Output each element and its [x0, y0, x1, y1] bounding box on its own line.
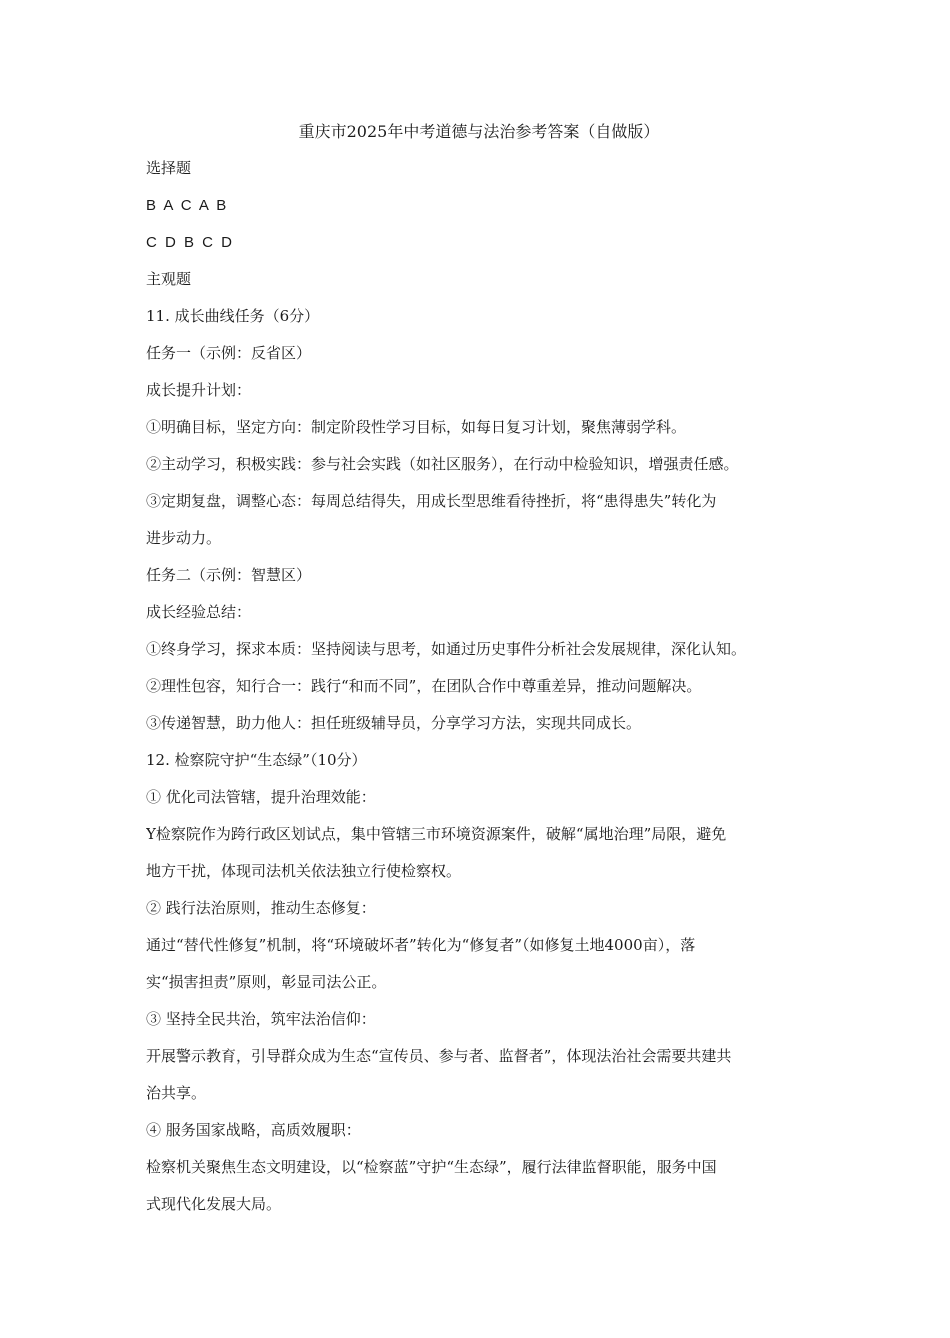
q12-point-1-text-cont: 地方干扰，体现司法机关依法独立行使检察权。: [146, 862, 462, 880]
q12-point-4-text: 检察机关聚焦生态文明建设，以“检察蓝”守护“生态绿”，履行法律监督职能，服务中国: [146, 1158, 717, 1176]
q12-point-2-text-cont: 实“损害担责”原则，彰显司法公正。: [146, 973, 387, 991]
choice-answers-row-1: B A C A B: [146, 197, 229, 214]
growth-summary-point-3: ③传递智慧，助力他人：担任班级辅导员，分享学习方法，实现共同成长。: [146, 714, 642, 732]
task-two-heading: 任务二（示例：智慧区）: [146, 566, 312, 584]
q12-point-3-text-cont: 治共享。: [146, 1084, 207, 1102]
growth-plan-point-3-cont: 进步动力。: [146, 529, 222, 547]
growth-plan-heading: 成长提升计划：: [146, 381, 252, 399]
document-title: 重庆市2025年中考道德与法治参考答案（自做版）: [298, 122, 660, 141]
growth-summary-point-1: ①终身学习，探求本质：坚持阅读与思考，如通过历史事件分析社会发展规律，深化认知。: [146, 640, 747, 658]
q12-point-2-heading: ② 践行法治原则，推动生态修复：: [146, 899, 376, 917]
section-heading-subjective: 主观题: [146, 270, 192, 288]
q12-point-3-heading: ③ 坚持全民共治，筑牢法治信仰：: [146, 1010, 376, 1028]
question-11-heading: 11. 成长曲线任务（6分）: [146, 307, 320, 325]
growth-plan-point-1: ①明确目标，坚定方向：制定阶段性学习目标，如每日复习计划，聚焦薄弱学科。: [146, 418, 687, 436]
growth-summary-heading: 成长经验总结：: [146, 603, 252, 621]
q12-point-3-text: 开展警示教育，引导群众成为生态“宣传员、参与者、监督者”，体现法治社会需要共建共: [146, 1047, 732, 1065]
q12-point-1-heading: ① 优化司法管辖，提升治理效能：: [146, 788, 376, 806]
q12-point-2-text: 通过“替代性修复”机制，将“环境破坏者”转化为“修复者”（如修复土地4000亩），落: [146, 936, 696, 954]
question-12-heading: 12. 检察院守护“生态绿”（10分）: [146, 751, 367, 769]
q12-point-4-text-cont: 式现代化发展大局。: [146, 1195, 282, 1213]
section-heading-choice: 选择题: [146, 159, 192, 177]
answer-document: [146, 118, 812, 1223]
task-one-heading: 任务一（示例：反省区）: [146, 344, 312, 362]
choice-answers-row-2: C D B C D: [146, 234, 235, 251]
growth-plan-point-3: ③定期复盘，调整心态：每周总结得失，用成长型思维看待挫折，将“患得患失”转化为: [146, 492, 717, 510]
q12-point-1-text: Y检察院作为跨行政区划试点，集中管辖三市环境资源案件，破解“属地治理”局限，避免: [146, 825, 727, 843]
growth-plan-point-2: ②主动学习，积极实践：参与社会实践（如社区服务），在行动中检验知识，增强责任感。: [146, 455, 739, 473]
growth-summary-point-2: ②理性包容，知行合一：践行“和而不同”，在团队合作中尊重差异，推动问题解决。: [146, 677, 702, 695]
q12-point-4-heading: ④ 服务国家战略，高质效履职：: [146, 1121, 361, 1139]
